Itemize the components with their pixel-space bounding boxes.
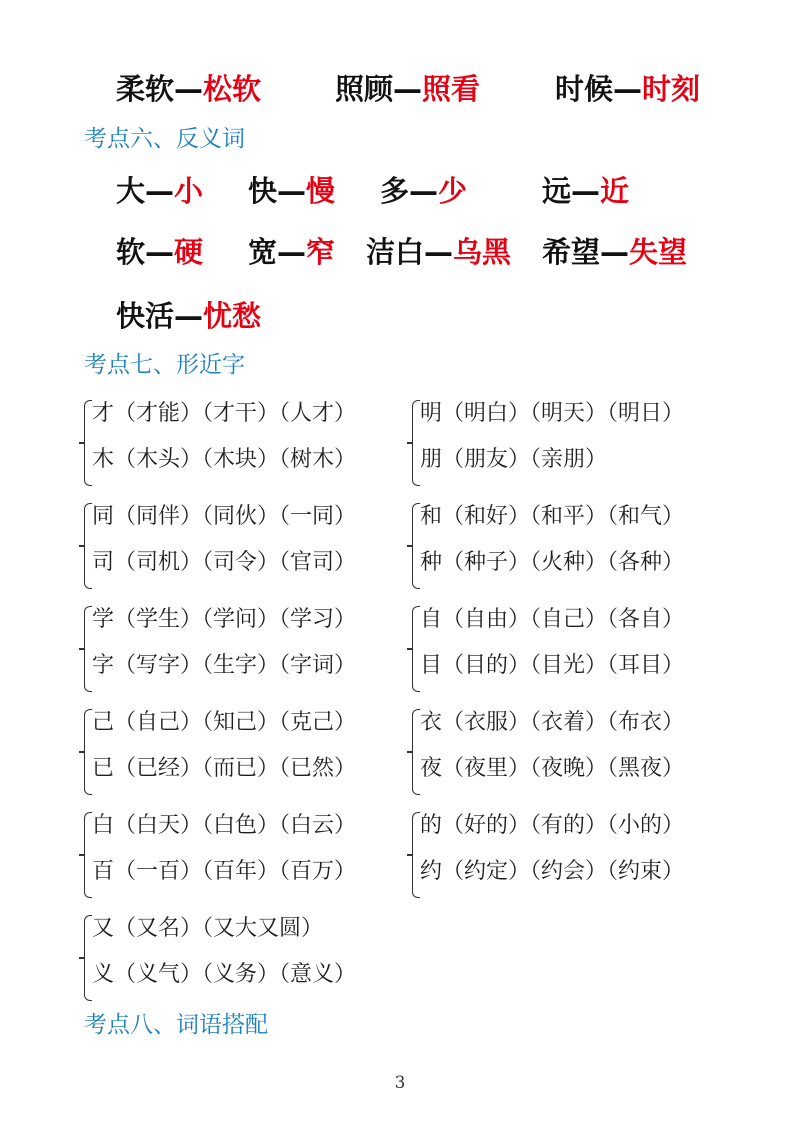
character-entry: 同（同伴）（同伙）（一同） (92, 504, 357, 529)
character-entry: 百（一百）（百年）（百万） (92, 859, 357, 884)
character-entry: 已（已经）（而已）（已然） (92, 756, 357, 781)
synonym-pair: 时候—时刻 (555, 72, 701, 106)
brace (412, 709, 420, 795)
character-entry: 种（种子）（火种）（各种） (420, 550, 685, 575)
antonym-pair: 大—小 (116, 174, 204, 208)
antonym-pair: 宽—窄 (248, 235, 336, 269)
section-heading-similar-characters: 考点七、形近字 (84, 352, 245, 378)
section-heading-collocation: 考点八、词语搭配 (84, 1012, 268, 1038)
brace (84, 709, 92, 795)
character-entry: 明（明白）（明天）（明日） (420, 401, 685, 426)
brace (84, 606, 92, 692)
brace (84, 400, 92, 486)
brace (84, 915, 92, 1001)
page-number: 3 (394, 1073, 406, 1093)
character-entry: 义（义气）（义务）（意义） (92, 962, 357, 987)
character-entry: 约（约定）（约会）（约束） (420, 859, 685, 884)
antonym-pair: 多—少 (380, 174, 468, 208)
character-entry: 字（写字）（生字）（字词） (92, 653, 357, 678)
antonym-pair: 快—慢 (248, 174, 336, 208)
character-entry: 朋（朋友）（亲朋） (420, 447, 608, 472)
character-entry: 衣（衣服）（衣着）（布衣） (420, 710, 685, 735)
character-entry: 和（和好）（和平）（和气） (420, 504, 685, 529)
character-entry: 的（好的）（有的）（小的） (420, 813, 685, 838)
brace (412, 400, 420, 486)
character-entry: 目（目的）（目光）（耳目） (420, 653, 685, 678)
brace (84, 503, 92, 589)
synonym-pair: 照顾—照看 (335, 72, 481, 106)
section-heading-antonyms: 考点六、反义词 (84, 126, 245, 152)
character-entry: 自（自由）（自己）（各自） (420, 607, 685, 632)
brace (412, 503, 420, 589)
brace (412, 812, 420, 898)
antonym-pair: 洁白—乌黑 (366, 235, 512, 269)
antonym-pair: 软—硬 (116, 235, 204, 269)
antonym-pair: 远—近 (542, 174, 630, 208)
character-entry: 司（司机）（司令）（官司） (92, 550, 357, 575)
brace (84, 812, 92, 898)
antonym-pair: 希望—失望 (542, 235, 688, 269)
character-entry: 又（又名）（又大又圆） (92, 916, 324, 941)
character-entry: 学（学生）（学问）（学习） (92, 607, 357, 632)
character-entry: 夜（夜里）（夜晚）（黑夜） (420, 756, 685, 781)
antonym-pair: 快活—忧愁 (116, 299, 262, 333)
brace (412, 606, 420, 692)
character-entry: 己（自己）（知己）（克己） (92, 710, 357, 735)
synonym-pair: 柔软—松软 (116, 72, 262, 106)
character-entry: 才（才能）（才干）（人才） (92, 401, 357, 426)
character-entry: 白（白天）（白色）（白云） (92, 813, 357, 838)
character-entry: 木（木头）（木块）（树木） (92, 447, 357, 472)
